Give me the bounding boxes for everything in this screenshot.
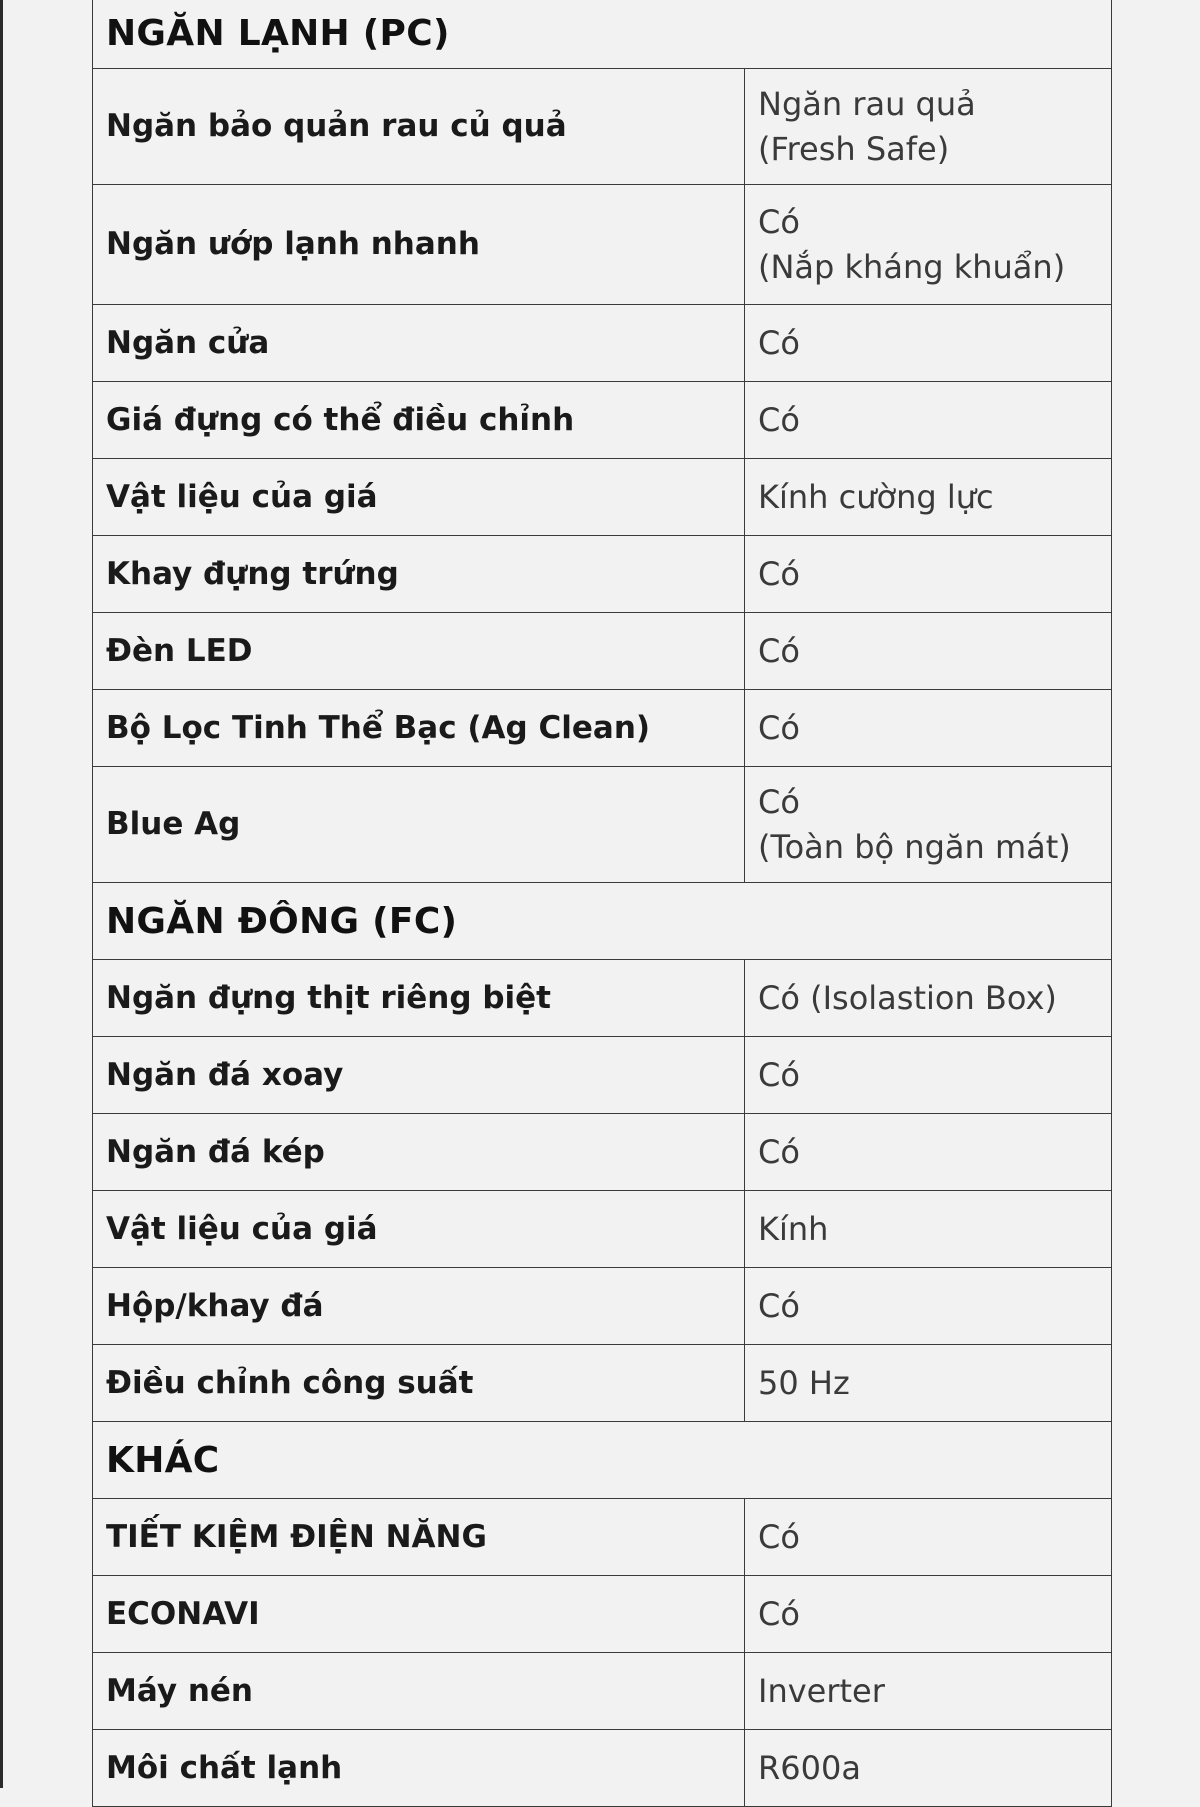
spec-value: Có <box>745 382 1112 459</box>
section-title: NGĂN ĐÔNG (FC) <box>93 883 1112 960</box>
section-title: KHÁC <box>93 1422 1112 1499</box>
spec-label: Bộ Lọc Tinh Thể Bạc (Ag Clean) <box>93 690 745 767</box>
spec-value: R600a <box>745 1730 1112 1807</box>
table-row <box>93 69 1112 185</box>
spec-label: Ngăn đá kép <box>93 1114 745 1191</box>
table-row <box>93 1037 1112 1114</box>
spec-label: Khay đựng trứng <box>93 536 745 613</box>
table-row <box>93 1730 1112 1807</box>
spec-value: Có <box>745 1037 1112 1114</box>
spec-value: Có <box>745 1268 1112 1345</box>
spec-value: Có (Isolastion Box) <box>745 960 1112 1037</box>
spec-value: Kính cường lực <box>745 459 1112 536</box>
table-row <box>93 185 1112 305</box>
section-title: NGĂN LẠNH (PC) <box>93 0 1112 69</box>
table-row <box>93 690 1112 767</box>
spec-label: Ngăn bảo quản rau củ quả <box>93 69 745 185</box>
spec-table <box>92 0 1112 1807</box>
spec-label: Ngăn đựng thịt riêng biệt <box>93 960 745 1037</box>
table-row <box>93 1114 1112 1191</box>
spec-value: Có <box>745 613 1112 690</box>
spec-value: Ngăn rau quả (Fresh Safe) <box>745 69 1112 185</box>
window-left-edge <box>0 0 3 1788</box>
spec-value: Có <box>745 690 1112 767</box>
spec-value: Có <box>745 305 1112 382</box>
spec-label: Giá đựng có thể điều chỉnh <box>93 382 745 459</box>
spec-label: Môi chất lạnh <box>93 1730 745 1807</box>
table-row <box>93 382 1112 459</box>
table-row <box>93 536 1112 613</box>
table-row <box>93 305 1112 382</box>
spec-label: Ngăn ướp lạnh nhanh <box>93 185 745 305</box>
spec-label: Vật liệu của giá <box>93 459 745 536</box>
spec-label: Ngăn đá xoay <box>93 1037 745 1114</box>
table-row <box>93 1345 1112 1422</box>
spec-value: 50 Hz <box>745 1345 1112 1422</box>
spec-value: Có (Nắp kháng khuẩn) <box>745 185 1112 305</box>
spec-value: Có (Toàn bộ ngăn mát) <box>745 767 1112 883</box>
spec-label: Vật liệu của giá <box>93 1191 745 1268</box>
section-header-pc <box>93 0 1112 69</box>
spec-label: Ngăn cửa <box>93 305 745 382</box>
spec-label: Điều chỉnh công suất <box>93 1345 745 1422</box>
section-header-other <box>93 1422 1112 1499</box>
spec-label: Blue Ag <box>93 767 745 883</box>
spec-value: Có <box>745 1499 1112 1576</box>
spec-label: Máy nén <box>93 1653 745 1730</box>
spec-value: Có <box>745 536 1112 613</box>
table-row <box>93 459 1112 536</box>
table-row <box>93 1576 1112 1653</box>
spec-label: Đèn LED <box>93 613 745 690</box>
table-row <box>93 767 1112 883</box>
spec-value: Có <box>745 1114 1112 1191</box>
table-row <box>93 1499 1112 1576</box>
spec-value: Kính <box>745 1191 1112 1268</box>
spec-label: TIẾT KIỆM ĐIỆN NĂNG <box>93 1499 745 1576</box>
spec-label: ECONAVI <box>93 1576 745 1653</box>
spec-value: Có <box>745 1576 1112 1653</box>
spec-value: Inverter <box>745 1653 1112 1730</box>
table-row <box>93 1268 1112 1345</box>
section-header-fc <box>93 883 1112 960</box>
table-row <box>93 1191 1112 1268</box>
table-row <box>93 1653 1112 1730</box>
table-row <box>93 960 1112 1037</box>
spec-label: Hộp/khay đá <box>93 1268 745 1345</box>
table-row <box>93 613 1112 690</box>
